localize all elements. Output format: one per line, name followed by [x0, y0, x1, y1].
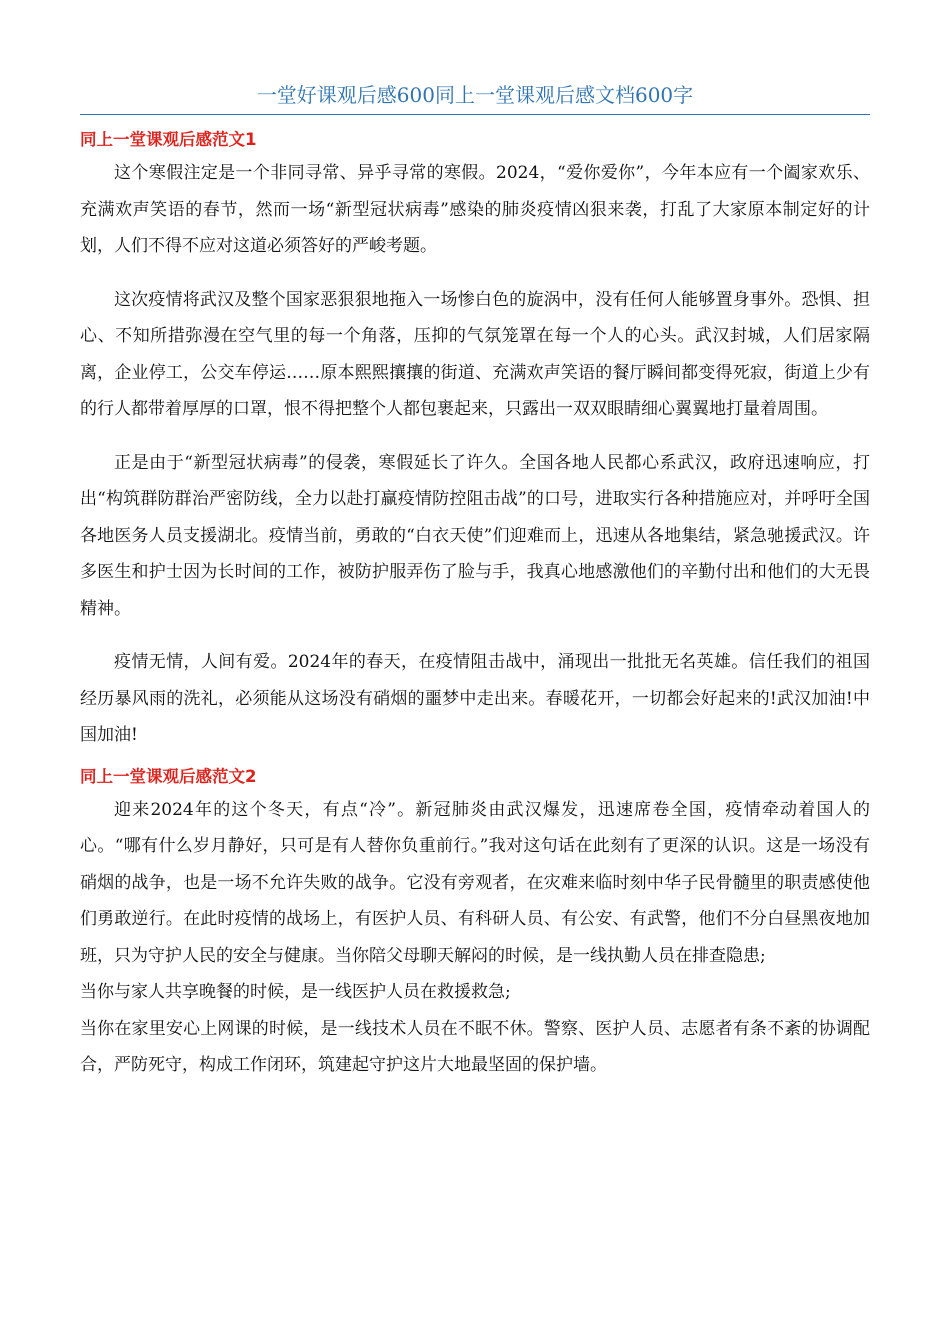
page-header: 一堂好课观后感600同上一堂课观后感文档600字 [80, 0, 870, 115]
section-title-2: 同上一堂课观后感范文2 [80, 766, 257, 786]
paragraph: 当你在家里安心上网课的时候，是一线技术人员在不眠不休。警察、医护人员、志愿者有条不紊的协调配合，严防死守，构成工作闭环，筑建起守护这片大地最坚固的保护墙。 [80, 1018, 870, 1075]
paragraph: 这次疫情将武汉及整个国家恶狠狠地拖入一场惨白色的旋涡中，没有任何人能够置身事外。恐惧、担心、不知所措弥漫在空气里的每一个角落，压抑的气氛笼罩在每一个人的心头。武汉封城，人们居家隔离，企业停工，公交车停运……原本熙熙攘攘的街道、充满欢声笑语的餐厅瞬间都变得死寂，街道上少有的行人都带着厚厚的口罩，恨不得把整个人都包裹起来，只露出一双双眼睛细心翼翼地打量着周围。 [80, 289, 870, 419]
paragraph: 迎来2024年的这个冬天，有点“冷”。新冠肺炎由武汉爆发，迅速席卷全国，疫情牵动着国人的心。“哪有什么岁月静好，只可是有人替你负重前行。”我对这句话在此刻有了更深的认识。这是一场没有硝烟的战争，也是一场不允许失败的战争。它没有旁观者，在灾难来临时刻中华子民骨髓里的职责感使他们勇敢逆行。在此时疫情的战场上，有医护人员、有科研人员、有公安、有武警，他们不分白昼黑夜地加班，只为守护人民的安全与健康。当你陪父母聊天解闷的时候，是一线执勤人员在排查隐患; [80, 799, 870, 966]
paragraph: 正是由于“新型冠状病毒”的侵袭，寒假延长了许久。全国各地人民都心系武汉，政府迅速响应，打出“构筑群防群治严密防线，全力以赴打赢疫情防控阻击战”的口号，进取实行各种措施应对，并呼吁全国各地医务人员支援湖北。疫情当前，勇敢的“白衣天使”们迎难而上，迅速从各地集结，紧急驰援武汉。许多医生和护士因为长时间的工作，被防护服弄伤了脸与手，我真心地感激他们的辛勤付出和他们的大无畏精神。 [80, 452, 870, 619]
paragraph: 这个寒假注定是一个非同寻常、异乎寻常的寒假。2024，“爱你爱你”，今年本应有一个阖家欢乐、充满欢声笑语的春节，然而一场“新型冠状病毒”感染的肺炎疫情凶狠来袭，打乱了大家原本制定好的计划，人们不得不应对这道必须答好的严峻考题。 [80, 163, 870, 256]
paragraph: 当你与家人共享晚餐的时候，是一线医护人员在救援救急; [80, 982, 511, 1002]
section-title-1: 同上一堂课观后感范文1 [80, 130, 257, 149]
paragraph: 疫情无情，人间有爱。2024年的春天，在疫情阻击战中，涌现出一批批无名英雄。信任我们的祖国经历暴风雨的洗礼，必须能从这场没有硝烟的噩梦中走出来。春暖花开，一切都会好起来的!武汉加油!中国加油! [80, 652, 870, 745]
